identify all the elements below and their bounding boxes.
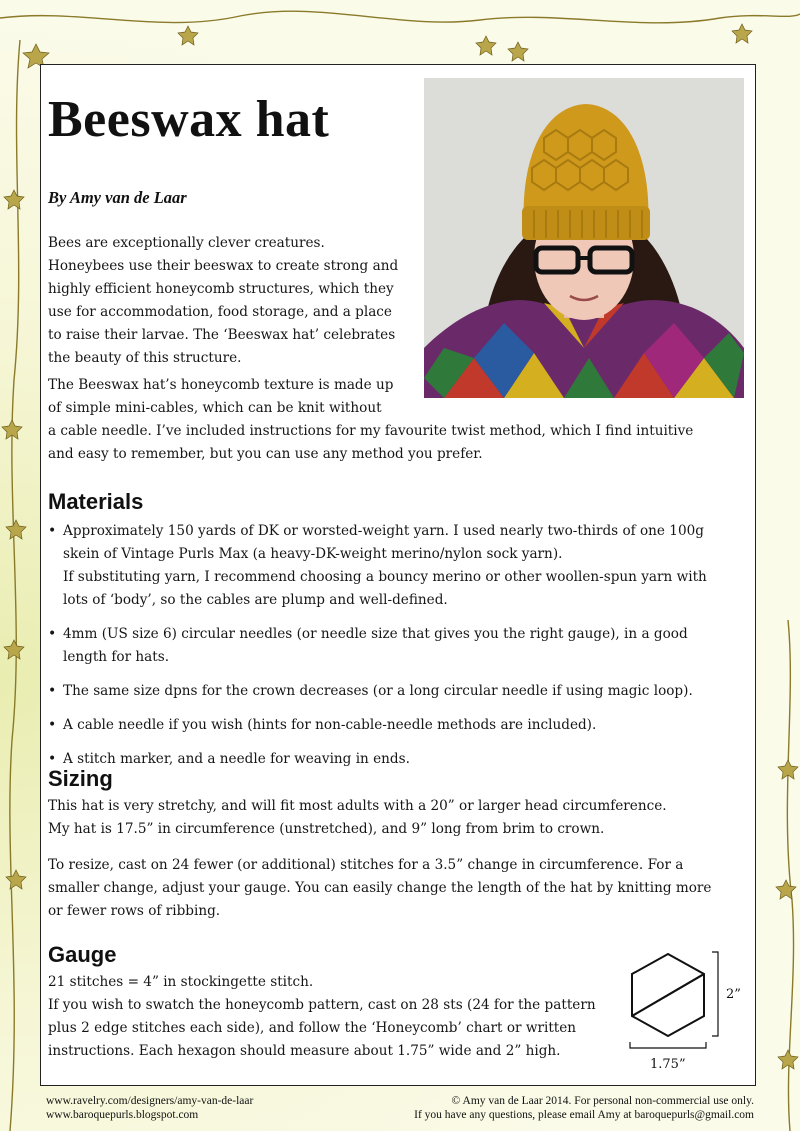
gauge-heading: Gauge <box>48 942 117 967</box>
intro-paragraph-1: Bees are exceptionally clever creatures. Honeybees use their beeswax to create strong and highly efficient honeycomb structures, which they use for accommodation, food storage, and a place to raise their larvae. The ‘Beeswax hat’ celebrates the beauty of this structure. <box>48 235 399 366</box>
ravelry-link[interactable]: www.ravelry.com/designers/amy-van-de-laar <box>46 1095 254 1107</box>
list-item: • A stitch marker, and a needle for weaving in ends. <box>48 748 748 771</box>
height-label: 2” <box>726 987 741 1002</box>
page-title: Beeswax hat <box>48 91 330 148</box>
gauge-paragraph: 21 stitches = 4” in stockingette stitch. If you wish to swatch the honeycomb pattern, cast on 28 sts (24 for the pattern plus 2 edge stitches each side), and follow the ‘Honeycomb’ chart or written instructions. Each hexagon should measure about 1.75” wide and 2” high. <box>48 974 596 1059</box>
materials-heading: Materials <box>48 489 144 514</box>
list-item: • The same size dpns for the crown decreases (or a long circular needle if using magic loop). <box>48 680 748 703</box>
list-item: • A cable needle if you wish (hints for non-cable-needle methods are included). <box>48 714 748 737</box>
width-label: 1.75” <box>650 1057 686 1072</box>
list-item: • Approximately 150 yards of DK or worsted-weight yarn. I used nearly two-thirds of one 100g skein of Vintage Purls Max (a heavy-DK-weight merino/nylon sock yarn). If substituting yarn, I recommend choosing a bouncy merino or other woollen-spun yarn with lots of ‘body’, so the cables are plump and well-defined. <box>48 520 748 612</box>
footer-copyright <box>414 1094 754 1122</box>
author-byline: By Amy van de Laar <box>48 188 187 207</box>
sizing-heading: Sizing <box>48 766 113 791</box>
copyright-text: © Amy van de Laar 2014. For personal non-commercial use only. <box>451 1095 754 1107</box>
blog-link[interactable]: www.baroquepurls.blogspot.com <box>46 1109 199 1121</box>
height-bracket <box>712 952 718 1036</box>
list-item: • 4mm (US size 6) circular needles (or needle size that gives you the right gauge), in a good length for hats. <box>48 623 748 669</box>
sizing-paragraph-2: To resize, cast on 24 fewer (or additional) stitches for a 3.5” change in circumference. For a smaller change, adjust your gauge. You can easily change the length of the hat by knitting more or fewer rows of ribbing. <box>48 857 712 919</box>
contact-text: If you have any questions, please email Amy at baroquepurls@gmail.com <box>414 1109 754 1121</box>
hat-photo <box>424 78 744 398</box>
intro-paragraph-2: The Beeswax hat’s honeycomb texture is made up of simple mini-cables, which can be knit without a cable needle. I’ve included instructions for my favourite twist method, which I find intuitive and easy to remember, but you can use any method you prefer. <box>48 377 694 462</box>
hexagon-measurement-diagram <box>620 944 760 1072</box>
model-wearing-hat-illustration <box>424 78 744 398</box>
width-bracket <box>630 1042 706 1048</box>
sizing-paragraph-1: This hat is very stretchy, and will fit most adults with a 20” or larger head circumference. My hat is 17.5” in circumference (unstretched), and 9” long from brim to crown. <box>48 798 667 837</box>
footer-links <box>46 1094 253 1122</box>
materials-list <box>48 520 748 782</box>
